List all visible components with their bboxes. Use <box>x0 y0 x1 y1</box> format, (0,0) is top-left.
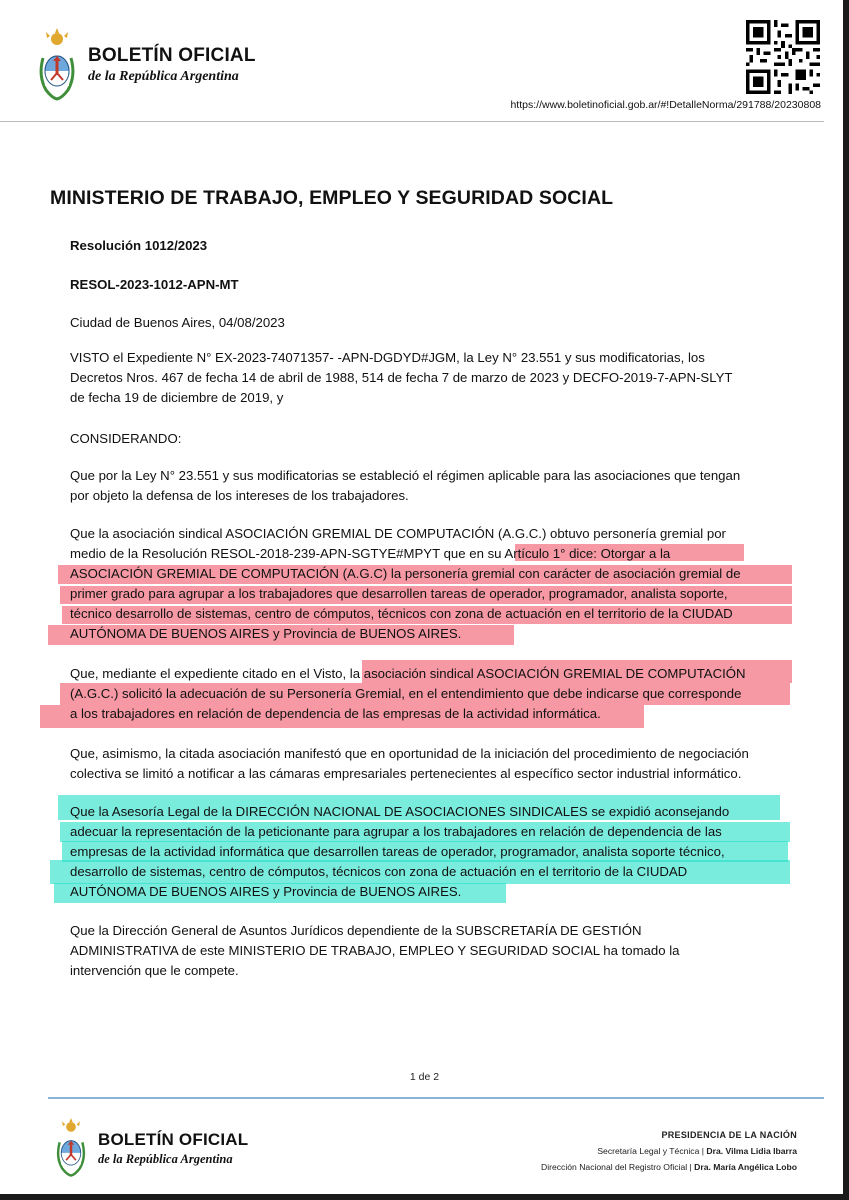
text-line: Decretos Nros. 467 de fecha 14 de abril de 1988, 514 de fecha 7 de marzo de 2023 y DECFO-2019-7-APN-SLYT <box>70 370 733 385</box>
text-line: Que la asociación sindical ASOCIACIÓN GREMIAL DE COMPUTACIÓN (A.G.C.) obtuvo personería gremial por <box>70 526 726 541</box>
ministry-title: MINISTERIO DE TRABAJO, EMPLEO Y SEGURIDAD SOCIAL <box>50 187 614 209</box>
credit-line-1-name: Dra. Vilma Lidia Ibarra <box>706 1146 797 1156</box>
coat-of-arms-icon <box>52 1118 90 1178</box>
presidency-label: PRESIDENCIA DE LA NACIÓN <box>661 1130 797 1140</box>
place-date: Ciudad de Buenos Aires, 04/08/2023 <box>70 315 285 330</box>
text-line: colectiva se limitó a notificar a las cámaras empresariales pertenecientes al específico sector industrial informático. <box>70 766 742 781</box>
paragraph-6 <box>70 921 790 981</box>
page-number: 1 de 2 <box>409 1071 440 1083</box>
credit-line-2-name: Dra. María Angélica Lobo <box>694 1162 797 1172</box>
page-edge-bottom <box>0 1194 849 1200</box>
footer-divider <box>48 1097 824 1099</box>
source-url-link[interactable]: https://www.boletinoficial.gob.ar/#!DetalleNorma/291788/20230808 <box>510 99 821 111</box>
brand-title: BOLETÍN OFICIAL <box>88 45 256 66</box>
brand-subtitle: de la República Argentina <box>88 69 239 84</box>
resolution-code: RESOL-2023-1012-APN-MT <box>70 277 239 292</box>
text-line: VISTO el Expediente N° EX-2023-74071357- -APN-DGDYD#JGM, la Ley N° 23.551 y sus modificatorias, los <box>70 350 705 365</box>
text-line: Que, mediante el expediente citado en el Visto, la asociación sindical ASOCIACIÓN GREMIAL DE COMPUTACIÓN <box>70 666 746 681</box>
footer-credits <box>541 1127 797 1175</box>
considerando-heading: CONSIDERANDO: <box>70 431 182 446</box>
text-line: ADMINISTRATIVA de este MINISTERIO DE TRABAJO, EMPLEO Y SEGURIDAD SOCIAL ha tomado la <box>70 943 680 958</box>
footer-brand-subtitle: de la República Argentina <box>98 1151 233 1166</box>
text-line: Que la Asesoría Legal de la DIRECCIÓN NACIONAL DE ASOCIACIONES SINDICALES se expidió aconsejando <box>70 804 730 819</box>
footer-logo <box>52 1118 248 1178</box>
paragraph-4 <box>70 744 790 784</box>
paragraph-3 <box>70 664 790 724</box>
footer-brand-title: BOLETÍN OFICIAL <box>98 1129 249 1149</box>
paragraph-1 <box>70 466 790 506</box>
header-logo <box>34 28 256 102</box>
text-line: adecuar la representación de la peticionante para agrupar a los trabajadores en relación de dependencia de las <box>70 824 722 839</box>
qr-code-icon[interactable] <box>746 20 820 94</box>
text-line: empresas de la actividad informática que desarrollen tareas de operador, programador, analista soporte técnico, <box>70 844 725 859</box>
text-line: medio de la Resolución RESOL-2018-239-APN-SGTYE#MPYT que en su Artículo 1° dice: Otorgar a la <box>70 546 671 561</box>
text-line: AUTÓNOMA DE BUENOS AIRES y Provincia de BUENOS AIRES. <box>70 626 462 641</box>
paragraph-2 <box>70 524 790 644</box>
text-line: desarrollo de sistemas, centro de cómputos, técnicos con zona de actuación en el territorio de la CIUDAD <box>70 864 688 879</box>
text-line: de fecha 19 de diciembre de 2019, y <box>70 390 284 405</box>
text-line: intervención que le compete. <box>70 963 239 978</box>
text-line: (A.G.C.) solicitó la adecuación de su Personería Gremial, en el entendimiento que debe indicarse que corresponde <box>70 686 742 701</box>
text-line: a los trabajadores en relación de dependencia de las empresas de la actividad informática. <box>70 706 601 721</box>
page-edge-right <box>843 0 849 1200</box>
coat-of-arms-icon <box>34 28 80 102</box>
text-line: técnico desarrollo de sistemas, centro de cómputos, técnicos con zona de actuación en el territorio de la CIUDAD <box>70 606 733 621</box>
text-line: por objeto la defensa de los intereses de los trabajadores. <box>70 488 409 503</box>
resolution-number: Resolución 1012/2023 <box>70 238 208 253</box>
credit-line-1: Secretaría Legal y Técnica | Dra. Vilma Lidia Ibarra <box>597 1146 797 1156</box>
text-line: AUTÓNOMA DE BUENOS AIRES y Provincia de BUENOS AIRES. <box>70 884 462 899</box>
header-divider <box>0 121 824 122</box>
paragraph-5 <box>70 802 790 902</box>
text-line: Que la Dirección General de Asuntos Jurídicos dependiente de la SUBSCRETARÍA DE GESTIÓN <box>70 923 642 938</box>
text-line: primer grado para agrupar a los trabajadores que desarrollen tareas de operador, programador, analista soporte, <box>70 586 728 601</box>
text-line: Que por la Ley N° 23.551 y sus modificatorias se estableció el régimen aplicable para las asociaciones que tengan <box>70 468 741 483</box>
credit-line-2-label: Dirección Nacional del Registro Oficial <box>541 1162 688 1172</box>
text-line: ASOCIACIÓN GREMIAL DE COMPUTACIÓN (A.G.C) la personería gremial con carácter de asociación gremial de <box>70 566 741 581</box>
credit-line-1-label: Secretaría Legal y Técnica <box>597 1146 700 1156</box>
text-line: Que, asimismo, la citada asociación manifestó que en oportunidad de la iniciación del procedimiento de negociación <box>70 746 749 761</box>
paragraph-visto <box>70 348 790 408</box>
credit-line-2: Dirección Nacional del Registro Oficial | Dra. María Angélica Lobo <box>541 1162 797 1172</box>
